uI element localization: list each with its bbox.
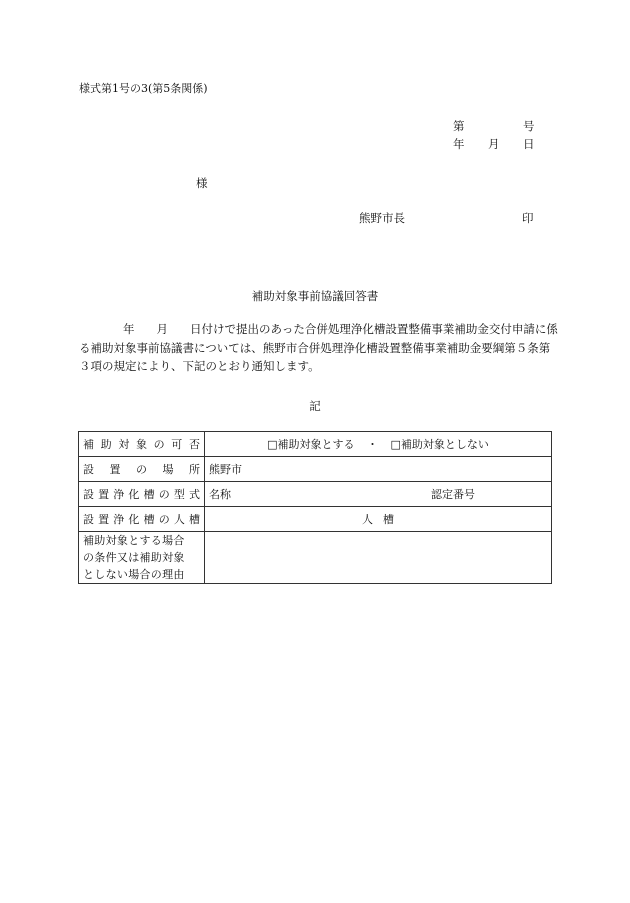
option-separator: ・ <box>367 438 378 451</box>
label-char: の <box>153 438 165 451</box>
label-char: 対 <box>118 438 130 451</box>
value-model[interactable] <box>205 482 552 507</box>
label-char: 槽 <box>188 513 200 526</box>
label-location-text <box>83 461 200 477</box>
label-char: 象 <box>135 438 147 451</box>
row-capacity <box>79 507 552 532</box>
row-conditions <box>79 532 552 584</box>
label-char: 浄 <box>113 488 125 501</box>
option-eligible[interactable]: □補助対象とする <box>267 438 355 451</box>
label-char: 化 <box>128 513 140 526</box>
label-conditions-line-3: としない場合の理由 <box>83 568 185 581</box>
label-char: 補 <box>83 438 94 451</box>
label-char: 否 <box>188 438 200 451</box>
label-char: 所 <box>189 463 200 476</box>
label-conditions-line-1: 補助対象とする場合 <box>83 534 185 547</box>
label-char: の <box>136 463 147 476</box>
label-char: 設 <box>83 513 94 526</box>
label-model-text <box>83 486 200 502</box>
body-year: 年 <box>123 322 135 336</box>
label-char: 化 <box>128 488 140 501</box>
document-number-suffix: 号 <box>523 119 535 133</box>
label-char: 浄 <box>113 513 125 526</box>
label-capacity <box>79 507 205 532</box>
date-year: 年 <box>453 137 465 151</box>
label-char: 槽 <box>143 488 155 501</box>
value-eligibility <box>205 432 552 457</box>
label-char: の <box>158 513 170 526</box>
row-model <box>79 482 552 507</box>
label-char: 助 <box>100 438 112 451</box>
label-char: 置 <box>98 488 110 501</box>
label-char: の <box>158 488 170 501</box>
row-location <box>79 457 552 482</box>
sender-name: 熊野市長 <box>359 211 405 225</box>
ki-heading: 記 <box>309 399 321 413</box>
row-eligibility <box>79 432 552 457</box>
capacity-unit-a: 人 <box>362 513 373 526</box>
label-char: 槽 <box>143 513 155 526</box>
body-paragraph <box>79 320 559 376</box>
seal-mark: 印 <box>522 211 534 225</box>
value-conditions[interactable] <box>205 532 552 584</box>
label-model <box>79 482 205 507</box>
label-location <box>79 457 205 482</box>
model-name-label: 名称 <box>209 488 231 501</box>
date-month: 月 <box>488 137 500 151</box>
date-day: 日 <box>523 137 535 151</box>
location-value: 熊野市 <box>209 463 242 476</box>
label-conditions-line-2: の条件又は補助対象 <box>83 551 185 564</box>
label-eligibility <box>79 432 205 457</box>
label-char: 置 <box>109 463 121 476</box>
document-title: 補助対象事前協議回答書 <box>251 289 379 303</box>
label-char: 可 <box>171 438 183 451</box>
value-capacity[interactable] <box>205 507 552 532</box>
body-month: 月 <box>156 322 168 336</box>
capacity-unit-b: 槽 <box>383 513 394 526</box>
document-number-prefix: 第 <box>453 119 465 133</box>
label-char: 式 <box>188 488 200 501</box>
label-char: 設 <box>83 463 94 476</box>
label-eligibility-text <box>83 436 200 452</box>
label-char: 置 <box>98 513 110 526</box>
addressee-suffix: 様 <box>196 176 208 190</box>
label-char: 型 <box>173 488 185 501</box>
value-location[interactable] <box>205 457 552 482</box>
form-table <box>78 431 552 584</box>
label-conditions <box>79 532 205 584</box>
label-char: 場 <box>162 463 174 476</box>
body-text: 日付けで提出のあった合併処理浄化槽設置整備事業補助金交付申請に係る補助対象事前協議書については、熊野市合併処理浄化槽設置整備事業補助金要綱第５条第３項の規定により、下記のとおり通知します。 <box>79 322 558 373</box>
label-char: 人 <box>173 513 185 526</box>
model-cert-label: 認定番号 <box>431 488 475 501</box>
option-not-eligible[interactable]: □補助対象としない <box>390 438 489 451</box>
label-capacity-text <box>83 511 200 527</box>
form-number: 様式第1号の3(第5条関係) <box>79 82 208 95</box>
label-char: 設 <box>83 488 94 501</box>
